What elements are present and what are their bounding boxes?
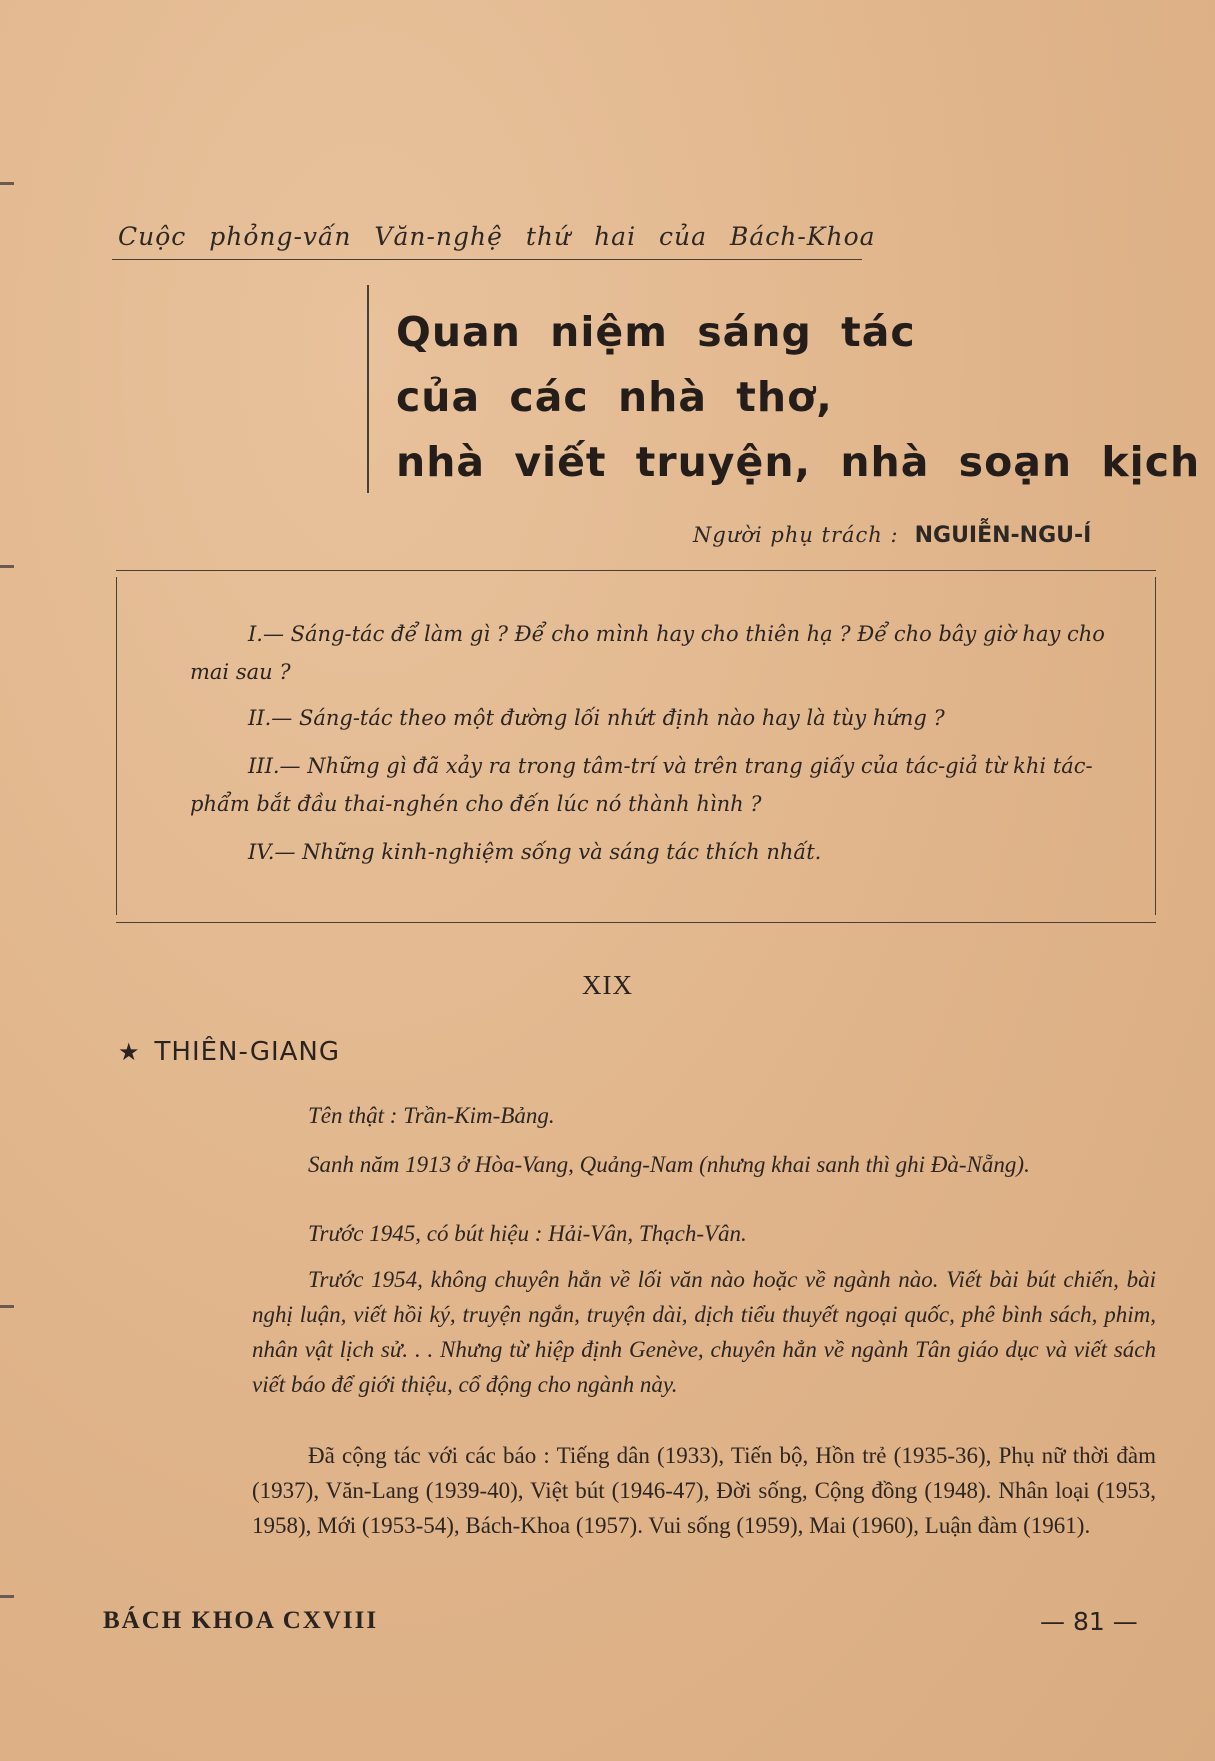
- questions-box-right-border: [1155, 577, 1156, 915]
- article-title: [396, 300, 1201, 495]
- author-name: THIÊN-GIANG: [154, 1037, 341, 1067]
- byline-label: Người phụ trách :: [693, 523, 899, 547]
- page-number: — 81 —: [1040, 1607, 1138, 1636]
- questions-box-left-border: [116, 577, 117, 915]
- title-side-rule: [367, 285, 369, 493]
- binding-mark: [0, 565, 14, 568]
- title-line-2: của các nhà thơ,: [396, 373, 833, 421]
- bio-paragraph-4: Trước 1954, không chuyên hẳn về lối văn nào hoặc về ngành nào. Viết bài bút chiến, bài nghị luận, viết hồi ký, truyện ngắn, truyện dài, dịch tiểu thuyết ngoại quốc, phê bình sách, phim, nhân vật lịch sử. . . Nhưng từ hiệp định Genève, chuyên hẳn về ngành Tân giáo dục và viết sách viết báo để giới thiệu, cổ động cho ngành này.: [252, 1267, 1156, 1397]
- section-number: XIX: [582, 970, 633, 1000]
- interview-series-kicker: Cuộc phỏng-vấn Văn-nghệ thứ hai của Bách-Khoa: [118, 222, 876, 251]
- bio-paragraph-3: Trước 1945, có bút hiệu : Hải-Vân, Thạch-Vân.: [308, 1221, 747, 1246]
- question-1: I.— Sáng-tác để làm gì ? Để cho mình hay cho thiên hạ ? Để cho bây giờ hay cho mai sau ?: [190, 622, 1105, 684]
- binding-mark: [0, 1595, 14, 1598]
- title-line-3: nhà viết truyện, nhà soạn kịch: [396, 438, 1201, 486]
- question-2: II.— Sáng-tác theo một đường lối nhứt định nào hay là tùy hứng ?: [248, 706, 945, 730]
- star-icon: ★: [118, 1038, 141, 1066]
- question-4: IV.— Những kinh-nghiệm sống và sáng tác thích nhất.: [248, 840, 822, 864]
- byline-name: NGUIỄN-NGU-Í: [914, 523, 1092, 548]
- author-heading: [118, 1037, 340, 1067]
- byline: [693, 523, 1091, 548]
- binding-mark: [0, 1305, 14, 1308]
- bio-paragraph-2: Sanh năm 1913 ở Hòa-Vang, Quảng-Nam (nhưng khai sanh thì ghi Đà-Nẵng).: [308, 1152, 1030, 1177]
- kicker-underline: [112, 259, 862, 260]
- questions-box: [116, 570, 1156, 923]
- title-line-1: Quan niệm sáng tác: [396, 308, 916, 356]
- magazine-issue: BÁCH KHOA CXVIII: [103, 1607, 379, 1634]
- bio-paragraph-1: Tên thật : Trần-Kim-Bảng.: [308, 1103, 555, 1128]
- bio-paragraph-5: Đã cộng tác với các báo : Tiếng dân (1933), Tiến bộ, Hồn trẻ (1935-36), Phụ nữ thời đàm (1937), Văn-Lang (1939-40), Việt bút (1946-47), Đời sống, Cộng đồng (1948). Nhân loại (1953, 1958), Mới (1953-54), Bách-Khoa (1957). Vui sống (1959), Mai (1960), Luận đàm (1961).: [252, 1443, 1156, 1538]
- question-3: III.— Những gì đã xảy ra trong tâm-trí và trên trang giấy của tác-giả từ khi tác-phẩm bắt đầu thai-nghén cho đến lúc nó thành hình ?: [190, 754, 1093, 816]
- binding-mark: [0, 182, 14, 185]
